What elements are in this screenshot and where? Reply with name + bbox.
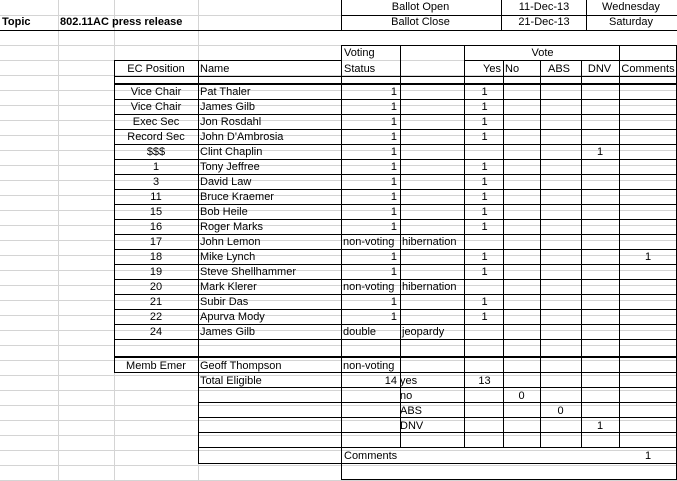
cell-dnv[interactable] [581, 100, 619, 115]
cell-comments[interactable] [619, 175, 677, 190]
topic-value[interactable]: 802.11AC press release [60, 16, 183, 28]
cell-dnv[interactable] [581, 160, 619, 175]
cell-abs[interactable] [540, 325, 581, 340]
cell-yes[interactable]: 1 [481, 86, 488, 98]
cell-note[interactable] [402, 160, 464, 175]
cell-yes[interactable]: 1 [481, 221, 488, 233]
cell-ec-position[interactable]: 24 [149, 326, 163, 338]
cell-comments[interactable] [619, 130, 677, 145]
cell-comments[interactable] [619, 265, 677, 280]
col-header-status[interactable]: Status [344, 63, 376, 75]
cell-no[interactable] [503, 325, 540, 340]
cell-dnv[interactable] [581, 235, 619, 250]
cell-abs[interactable] [540, 130, 581, 145]
cell-abs[interactable] [540, 145, 581, 160]
cell-note[interactable] [402, 295, 464, 310]
cell-comments[interactable] [619, 280, 677, 295]
cell-status[interactable]: 1 [390, 266, 397, 278]
cell-note[interactable] [402, 100, 464, 115]
cell-name[interactable]: Roger Marks [200, 221, 263, 233]
cell-status[interactable]: non-voting [343, 236, 395, 248]
cell-no[interactable] [503, 310, 540, 325]
cell-comments[interactable] [619, 190, 677, 205]
cell-comments[interactable] [619, 85, 677, 100]
col-header-name[interactable]: Name [200, 63, 230, 75]
cell-yes[interactable]: 1 [481, 266, 488, 278]
cell-no[interactable] [503, 190, 540, 205]
cell-note[interactable] [402, 220, 464, 235]
col-header-yes[interactable]: Yes [483, 63, 501, 75]
cell-yes[interactable] [466, 235, 503, 250]
col-header-dnv[interactable]: DNV [587, 63, 612, 75]
cell-yes[interactable]: 1 [481, 161, 488, 173]
cell-status[interactable]: 1 [390, 146, 397, 158]
cell-status[interactable]: 1 [390, 251, 397, 263]
cell-dnv[interactable] [581, 205, 619, 220]
cell-ec-position[interactable]: $$$ [146, 146, 166, 158]
cell-ec-position[interactable]: 20 [149, 281, 163, 293]
cell-dnv[interactable] [581, 175, 619, 190]
cell-yes[interactable] [466, 325, 503, 340]
cell-note[interactable] [402, 175, 464, 190]
cell-abs[interactable] [540, 280, 581, 295]
cell-no[interactable] [503, 130, 540, 145]
cell-comments[interactable] [619, 205, 677, 220]
cell-ec-position[interactable]: 22 [149, 311, 163, 323]
total-no-label[interactable]: no [400, 390, 413, 402]
cell-ec-position[interactable]: 19 [149, 266, 163, 278]
cell-dnv[interactable] [581, 250, 619, 265]
cell-comments[interactable]: 1 [644, 251, 652, 263]
col-header-ec-position[interactable]: EC Position [127, 63, 185, 75]
cell-note[interactable] [402, 250, 464, 265]
emeritus-name[interactable]: Geoff Thompson [200, 360, 282, 372]
cell-yes[interactable]: 1 [481, 311, 488, 323]
ballot-close-day[interactable]: Saturday [608, 16, 654, 28]
cell-dnv[interactable] [581, 280, 619, 295]
cell-ec-position[interactable]: 17 [149, 236, 163, 248]
total-abs-label[interactable]: ABS [400, 405, 423, 417]
cell-name[interactable]: Mark Klerer [200, 281, 257, 293]
cell-ec-position[interactable]: 18 [149, 251, 163, 263]
cell-dnv[interactable] [581, 115, 619, 130]
cell-note[interactable] [402, 190, 464, 205]
cell-abs[interactable] [540, 100, 581, 115]
cell-name[interactable]: Apurva Mody [200, 311, 265, 323]
cell-abs[interactable] [540, 310, 581, 325]
col-header-vote[interactable]: Vote [531, 47, 554, 59]
cell-name[interactable]: Clint Chaplin [200, 146, 263, 158]
cell-no[interactable] [503, 175, 540, 190]
ballot-open-label[interactable]: Ballot Open [391, 1, 450, 13]
cell-ec-position[interactable]: Exec Sec [132, 116, 180, 128]
cell-status[interactable]: 1 [390, 86, 397, 98]
cell-dnv[interactable] [581, 325, 619, 340]
cell-dnv[interactable] [581, 190, 619, 205]
cell-comments[interactable] [619, 115, 677, 130]
cell-note[interactable] [402, 145, 464, 160]
cell-dnv[interactable] [581, 220, 619, 235]
cell-name[interactable]: Bruce Kraemer [200, 191, 274, 203]
cell-abs[interactable] [540, 160, 581, 175]
cell-name[interactable]: Bob Heile [200, 206, 248, 218]
cell-yes[interactable] [466, 145, 503, 160]
cell-status[interactable]: double [343, 326, 377, 338]
cell-dnv[interactable]: 1 [596, 146, 604, 158]
cell-ec-position[interactable]: 11 [150, 191, 162, 203]
cell-comments[interactable] [619, 295, 677, 310]
cell-status[interactable]: 1 [390, 101, 397, 113]
cell-ec-position[interactable]: 1 [152, 161, 160, 173]
cell-yes[interactable]: 1 [481, 296, 488, 308]
cell-dnv[interactable] [581, 85, 619, 100]
cell-note[interactable] [402, 85, 464, 100]
cell-status[interactable]: 1 [390, 161, 397, 173]
emeritus-status[interactable]: non-voting [343, 360, 395, 372]
cell-note[interactable] [402, 130, 464, 145]
cell-name[interactable]: Pat Thaler [200, 86, 251, 98]
cell-abs[interactable] [540, 235, 581, 250]
total-comments-label[interactable]: Comments [344, 450, 398, 462]
emeritus-position[interactable]: Memb Emer [126, 360, 186, 372]
total-yes-count[interactable]: 13 [478, 375, 491, 387]
cell-no[interactable] [503, 265, 540, 280]
ballot-open-date[interactable]: 11-Dec-13 [518, 1, 570, 13]
cell-no[interactable] [503, 145, 540, 160]
cell-comments[interactable] [619, 145, 677, 160]
cell-name[interactable]: James Gilb [200, 326, 256, 338]
col-header-abs[interactable]: ABS [547, 63, 570, 75]
cell-abs[interactable] [540, 220, 581, 235]
ballot-close-label[interactable]: Ballot Close [391, 16, 450, 28]
cell-no[interactable] [503, 100, 540, 115]
cell-note[interactable]: hibernation [402, 236, 457, 248]
cell-name[interactable]: Steve Shellhammer [200, 266, 296, 278]
cell-comments[interactable] [619, 310, 677, 325]
cell-no[interactable] [503, 220, 540, 235]
cell-dnv[interactable] [581, 130, 619, 145]
cell-comments[interactable] [619, 325, 677, 340]
cell-ec-position[interactable]: 15 [149, 206, 163, 218]
cell-abs[interactable] [540, 85, 581, 100]
cell-yes[interactable]: 1 [481, 176, 488, 188]
cell-status[interactable]: 1 [390, 191, 397, 203]
cell-dnv[interactable] [581, 295, 619, 310]
cell-abs[interactable] [540, 115, 581, 130]
cell-abs[interactable] [540, 250, 581, 265]
total-eligible-label[interactable]: Total Eligible [200, 375, 262, 387]
cell-note[interactable] [402, 310, 464, 325]
cell-ec-position[interactable]: Vice Chair [130, 86, 182, 98]
total-eligible-value[interactable]: 14 [384, 375, 397, 387]
cell-status[interactable]: 1 [390, 296, 397, 308]
cell-no[interactable] [503, 250, 540, 265]
ballot-open-day[interactable]: Wednesday [602, 1, 660, 13]
cell-no[interactable] [503, 235, 540, 250]
cell-status[interactable]: 1 [390, 206, 397, 218]
cell-comments[interactable] [619, 160, 677, 175]
cell-yes[interactable]: 1 [481, 251, 488, 263]
cell-yes[interactable] [466, 280, 503, 295]
cell-name[interactable]: John Lemon [200, 236, 261, 248]
cell-status[interactable]: 1 [390, 116, 397, 128]
cell-name[interactable]: Tony Jeffree [200, 161, 260, 173]
cell-abs[interactable] [540, 295, 581, 310]
cell-yes[interactable]: 1 [481, 191, 488, 203]
col-header-no[interactable]: No [505, 63, 520, 75]
cell-yes[interactable]: 1 [481, 131, 488, 143]
cell-name[interactable]: Mike Lynch [200, 251, 256, 263]
cell-comments[interactable] [619, 235, 677, 250]
cell-note[interactable] [402, 265, 464, 280]
cell-ec-position[interactable]: Record Sec [127, 131, 185, 143]
cell-ec-position[interactable]: 3 [152, 176, 160, 188]
total-no-count[interactable]: 0 [518, 390, 525, 402]
cell-ec-position[interactable]: Vice Chair [130, 101, 182, 113]
cell-dnv[interactable] [581, 310, 619, 325]
cell-no[interactable] [503, 280, 540, 295]
total-dnv-count[interactable]: 1 [596, 420, 604, 432]
cell-abs[interactable] [540, 265, 581, 280]
topic-label[interactable]: Topic [2, 16, 31, 28]
cell-comments[interactable] [619, 100, 677, 115]
cell-name[interactable]: John D'Ambrosia [200, 131, 284, 143]
total-yes-label[interactable]: yes [400, 375, 418, 387]
col-header-comments[interactable]: Comments [621, 63, 675, 75]
cell-abs[interactable] [540, 190, 581, 205]
cell-yes[interactable]: 1 [481, 206, 488, 218]
cell-name[interactable]: Subir Das [200, 296, 249, 308]
cell-status[interactable]: 1 [390, 311, 397, 323]
cell-yes[interactable]: 1 [481, 101, 488, 113]
cell-yes[interactable]: 1 [481, 116, 488, 128]
cell-no[interactable] [503, 295, 540, 310]
cell-name[interactable]: David Law [200, 176, 252, 188]
cell-status[interactable]: 1 [390, 176, 397, 188]
cell-no[interactable] [503, 205, 540, 220]
cell-dnv[interactable] [581, 265, 619, 280]
cell-abs[interactable] [540, 205, 581, 220]
cell-ec-position[interactable]: 16 [149, 221, 163, 233]
cell-name[interactable]: Jon Rosdahl [200, 116, 262, 128]
cell-abs[interactable] [540, 175, 581, 190]
cell-status[interactable]: 1 [390, 131, 397, 143]
cell-note[interactable]: hibernation [402, 281, 457, 293]
cell-comments[interactable] [619, 220, 677, 235]
col-header-voting[interactable]: Voting [344, 47, 375, 59]
cell-name[interactable]: James Gilb [200, 101, 256, 113]
cell-no[interactable] [503, 85, 540, 100]
ballot-close-date[interactable]: 21-Dec-13 [518, 16, 570, 28]
cell-ec-position[interactable]: 21 [149, 296, 163, 308]
total-abs-count[interactable]: 0 [557, 405, 564, 417]
cell-no[interactable] [503, 115, 540, 130]
total-dnv-label[interactable]: DNV [400, 420, 424, 432]
cell-no[interactable] [503, 160, 540, 175]
total-comments-count[interactable]: 1 [644, 450, 652, 462]
cell-note[interactable]: jeopardy [402, 326, 445, 338]
cell-status[interactable]: 1 [390, 221, 397, 233]
cell-note[interactable] [402, 115, 464, 130]
cell-status[interactable]: non-voting [343, 281, 395, 293]
cell-note[interactable] [402, 205, 464, 220]
